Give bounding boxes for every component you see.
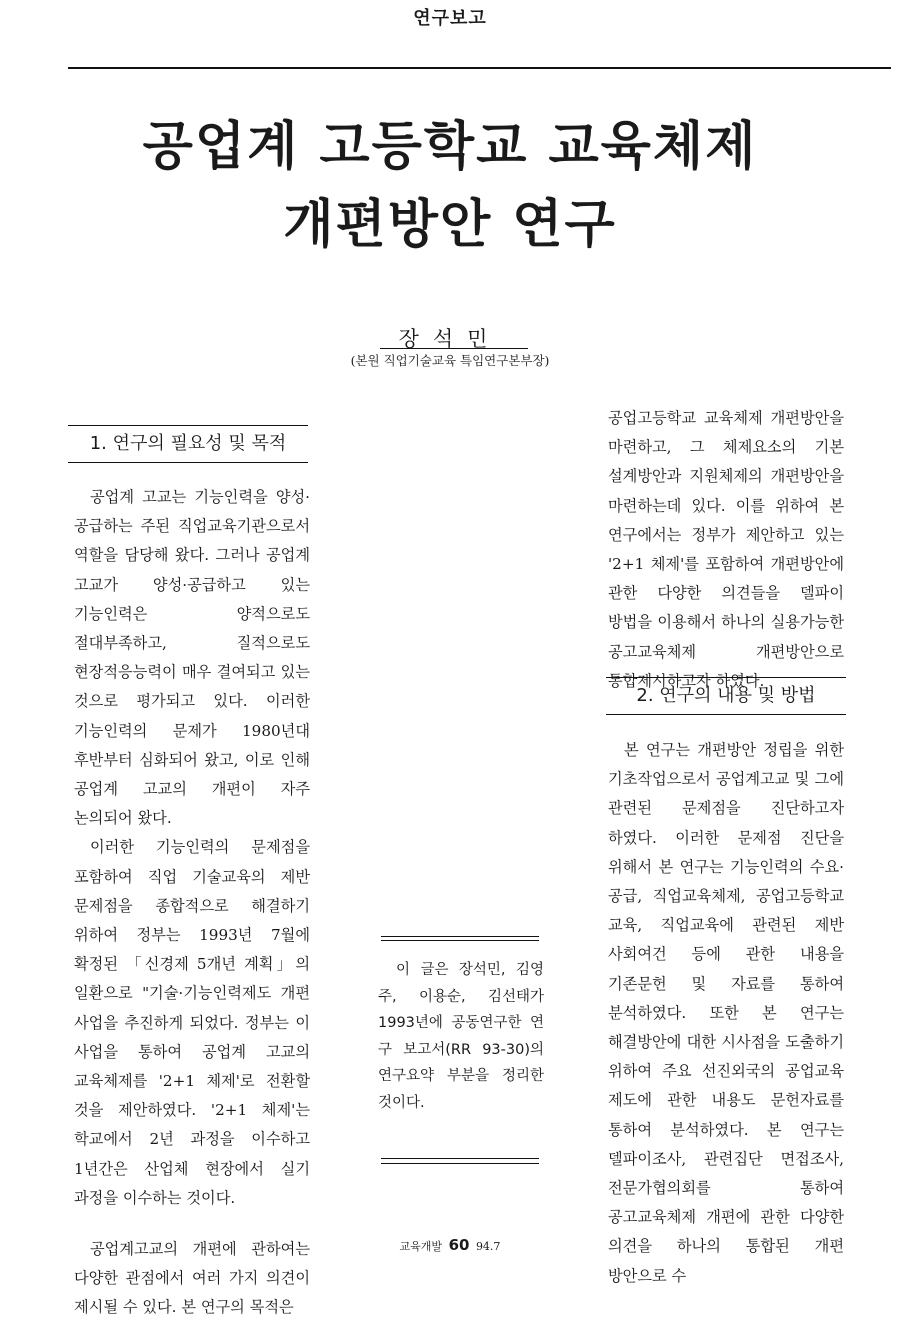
title-line-2: 개편방안 연구 (283, 194, 617, 255)
section-label: 연구보고 (413, 8, 487, 29)
note-bottom-rule (381, 1158, 539, 1164)
footer-journal: 교육개발 (399, 1240, 443, 1253)
section-1-paragraph: 공업계 고교는 기능인력을 양성·공급하는 주된 직업교육기관으로서 역할을 담당해 왔다. 그러나 공업계 고교가 양성·공급하고 있는 기능인력은 양적으로도 절대부족하고, 질적으로도 현장적응능력이 매우 결여되고 있는 것으로 평가되고 있다. 이러한 기능인력의 문제가 1980년대 후반부터 심화되어 왔고, 이로 인해 공업계 고교의 개편이 자주 논의되어 왔다. (74, 488, 310, 828)
title-line-1: 공업계 고등학교 교육체제 (142, 116, 758, 177)
section-1-paragraph: 이러한 기능인력의 문제점을 포함하여 직업 기술교육의 제반 문제점을 종합적으로 해결하기 위하여 정부는 1993년 7월에 확정된 「신경제 5개년 계획」의 일환으로 "기술·기능인력제도 개편 사업을 추진하게 되었다. 정부는 이 사업을 통하여 공업계 고교의 교육체제를 '2+1 체제'로 전환할 것을 제안하였다. '2+1 체제'는 학교에서 2년 과정을 이수하고 1년간은 산업체 현장에서 실기 과정을 이수하는 것이다. (74, 838, 310, 1207)
author-affiliation: (본원 직업기술교육 특임연구본부장) (350, 353, 550, 368)
article-note: 이 글은 장석민, 김영주, 이용순, 김선태가 1993년에 공동연구한 연구 보고서(RR 93-30)의 연구요약 부분을 정리한 것이다. (378, 962, 544, 1111)
section-2-heading: 2. 연구의 내용 및 방법 (606, 677, 846, 715)
page-footer (0, 1236, 900, 1254)
section-1-paragraph: 공업계고교의 개편에 관하여는 다양한 관점에서 여러 가지 의견이 제시될 수 있다. 본 연구의 목적은 (74, 1240, 310, 1317)
footer-issue: 94.7 (475, 1240, 501, 1253)
left-column-text (74, 483, 310, 1323)
section-2-paragraph: 본 연구는 개편방안 정립을 위한 기초작업으로서 공업계고교 및 그에 관련된 문제점을 진단하고자 하였다. 이러한 문제점 진단을 위해서 본 연구는 기능인력의 수요·공급, 직업교육체제, 공업고등학교 교육, 직업교육에 관련된 제반 사회여건 등에 관한 내용을 기존문헌 및 자료를 통하여 분석하였다. 또한 본 연구는 해결방안에 대한 시사점을 도출하기 위하여 주요 선진외국의 공업교육 제도에 관한 내용도 문헌자료를 통하여 분석하였다. 본 연구는 델파이조사, 관련집단 면접조사, 전문가협의회를 통하여 공고교육체제 개편에 관한 다양한 의견을 하나의 통합된 개편 방안으로 수 (608, 741, 844, 1285)
top-rule (68, 67, 891, 69)
section-1-heading: 1. 연구의 필요성 및 목적 (68, 425, 308, 463)
right-column-paragraph: 공업고등학교 교육체제 개편방안을 마련하고, 그 체제요소의 기본 설계방안과 지원체제의 개편방안을 마련하는데 있다. 이를 위하여 본 연구에서는 정부가 제안하고 있는 '2+1 체제'를 포함하여 개편방안에 관한 다양한 의견들을 델파이 방법을 이용해서 하나의 실용가능한 공고교육체제 개편방안으로 통합제시하고자 하였다. (608, 409, 844, 690)
section-2-text (608, 736, 844, 1291)
author-underline (380, 348, 528, 349)
footer-page-number: 60 (448, 1236, 470, 1254)
right-column-text (608, 404, 844, 696)
note-top-rule (381, 936, 539, 941)
author-name: 장석민 (398, 327, 502, 351)
article-title (0, 108, 900, 264)
